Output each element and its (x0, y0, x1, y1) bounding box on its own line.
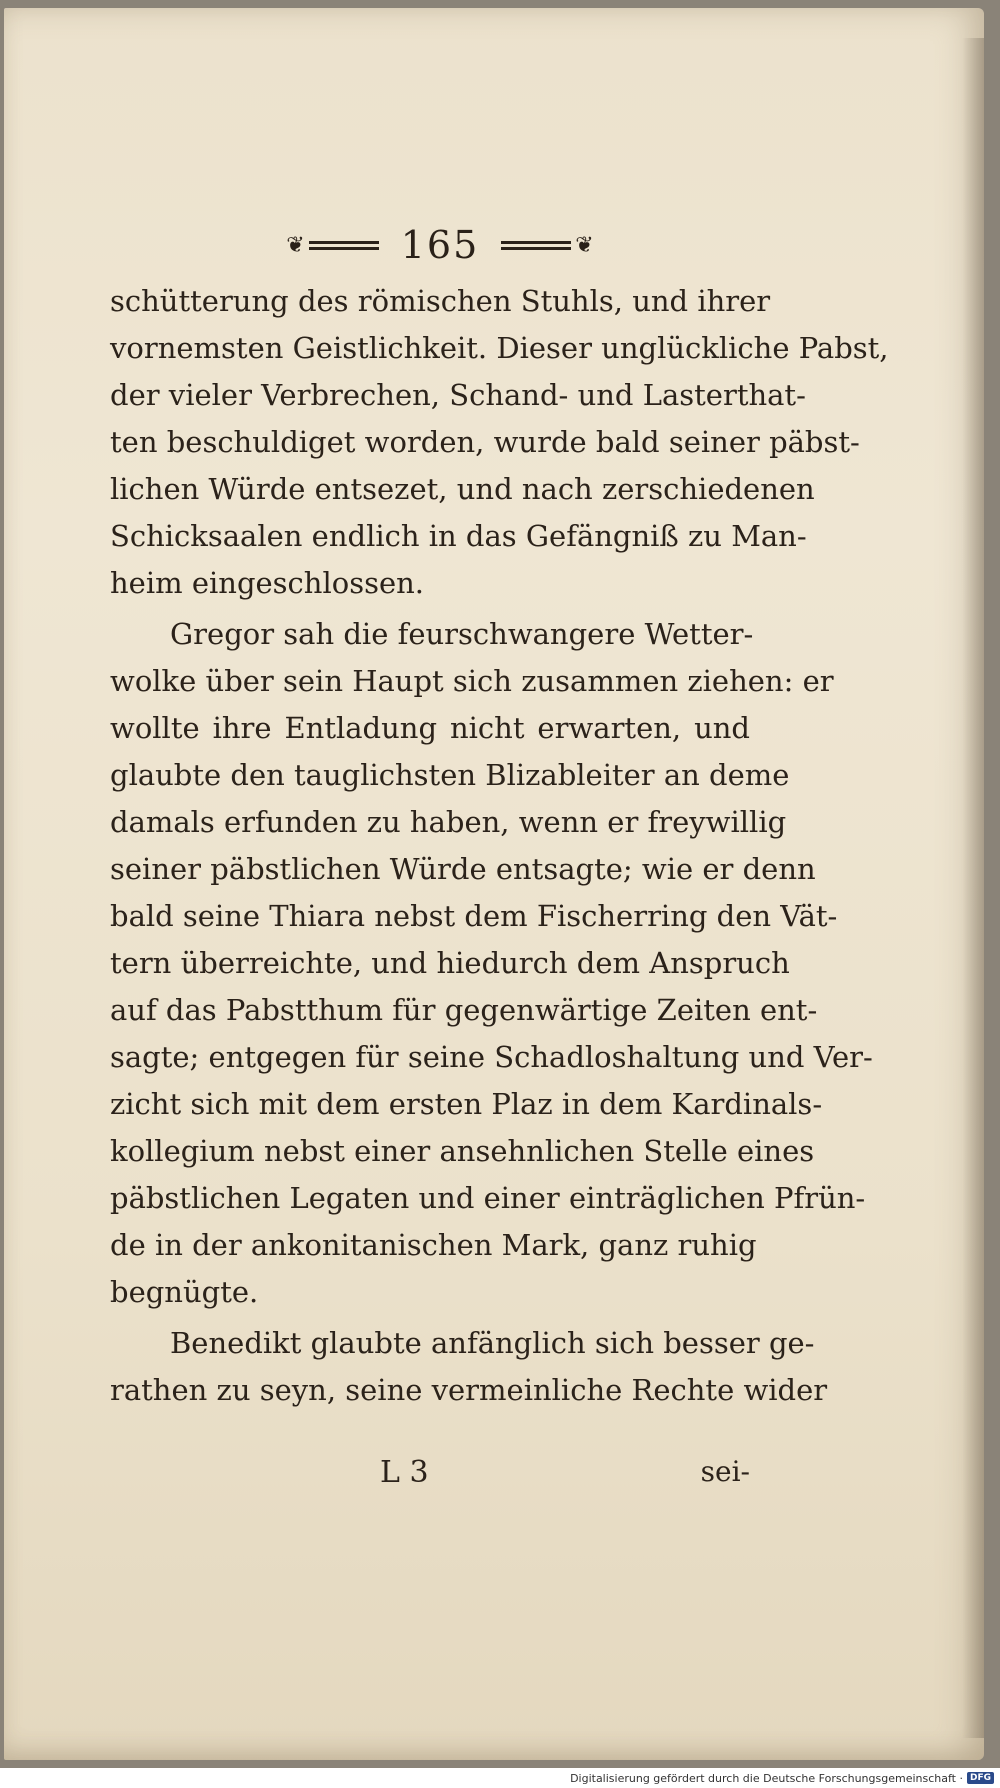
header-ornament-right (501, 233, 593, 258)
digitization-credit (0, 1768, 1000, 1788)
text-line: sagte; entgegen für seine Schadloshaltung und Ver- (110, 1040, 873, 1074)
text-line: zicht sich mit dem ersten Plaz in dem Kardinals- (110, 1087, 823, 1121)
text-line: päbstlichen Legaten und einer einträglichen Pfrün- (110, 1181, 866, 1215)
text-line: bald seine Thiara nebst dem Fischerring den Vät- (110, 899, 838, 933)
text-line: lichen Würde entsezet, und nach zerschiedenen (110, 472, 815, 506)
text-line: wolke über sein Haupt sich zusammen ziehen: er (110, 664, 834, 698)
body-text (110, 278, 889, 1414)
text-line: seiner päbstlichen Würde entsagte; wie er denn (110, 852, 816, 886)
dfg-logo-icon: DFG (967, 1772, 994, 1784)
ornament-knot-icon: ❦ (575, 232, 594, 258)
text-line: de in der ankonitanischen Mark, ganz ruhig (110, 1228, 757, 1262)
signature-mark: L 3 (380, 1455, 429, 1490)
header-ornament-left (286, 233, 378, 258)
text-line: vornemsten Geistlichkeit. Dieser unglückliche Pabst, (110, 331, 889, 365)
credit-text: Digitalisierung gefördert durch die Deutsche Forschungsgemeinschaft · (570, 1771, 963, 1785)
ornament-bar (501, 241, 571, 250)
text-line: tern überreichte, und hiedurch dem Anspruch (110, 946, 790, 980)
text-line: kollegium nebst einer ansehnlichen Stelle eines (110, 1134, 815, 1168)
page-number: 165 (400, 223, 480, 267)
ornament-bar (309, 241, 379, 250)
text-line: wollte ihre Entladung nicht erwarten, und (110, 711, 750, 745)
text-line: glaubte den tauglichsten Blizableiter an deme (110, 758, 790, 792)
text-line: der vieler Verbrechen, Schand- und Lasterthat- (110, 378, 806, 412)
page-footer (110, 1455, 750, 1505)
ornament-knot-icon: ❦ (286, 232, 305, 258)
text-line: ten beschuldiget worden, wurde bald seiner päbst- (110, 425, 860, 459)
page-header (280, 225, 600, 265)
text-line: Benedikt glaubte anfänglich sich besser ge- (170, 1326, 815, 1360)
text-line: damals erfunden zu haben, wenn er freywillig (110, 805, 787, 839)
text-line: Schicksaalen endlich in das Gefängniß zu Man- (110, 519, 807, 553)
page-fold-shadow (962, 38, 984, 1738)
text-line: auf das Pabstthum für gegenwärtige Zeiten ent- (110, 993, 818, 1027)
text-line: rathen zu seyn, seine vermeinliche Rechte wider (110, 1373, 828, 1407)
text-line: begnügte. (110, 1275, 259, 1309)
text-line: heim eingeschlossen. (110, 566, 425, 600)
text-line: Gregor sah die feurschwangere Wetter- (170, 617, 754, 651)
text-line: schütterung des römischen Stuhls, und ihrer (110, 284, 771, 318)
catchword: sei- (700, 1455, 750, 1488)
